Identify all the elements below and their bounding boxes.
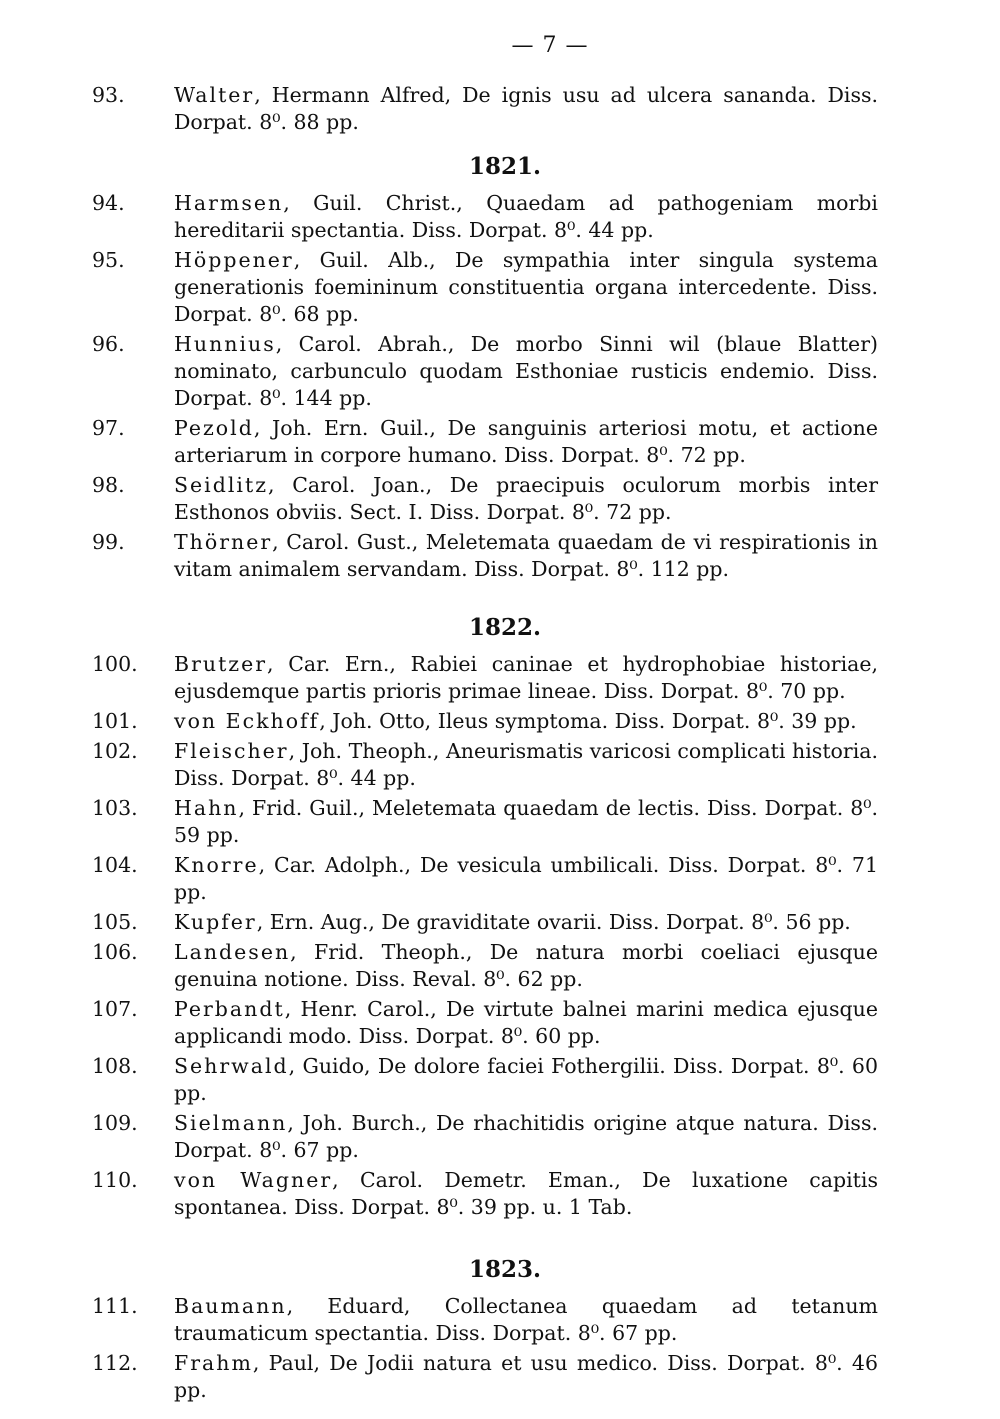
entry-text: , Hermann Alfred, De ignis usu ad ulcera sananda. Diss. Dorpat. 8⁰. 88 pp.: [174, 83, 878, 134]
entry-95: [92, 247, 878, 328]
entry-author: von Wagner: [174, 1168, 333, 1192]
year-heading-1822: 1822.: [468, 614, 542, 641]
entry-text: , Car. Adolph., De vesicula umbilicali. Diss. Dorpat. 8⁰. 71 pp.: [174, 853, 878, 904]
entry-96: [92, 331, 878, 412]
entry-104: [92, 852, 878, 906]
entry-101: [92, 708, 878, 735]
entry-author: Walter: [174, 83, 255, 107]
entry-text: , Frid. Guil., Meletemata quaedam de lectis. Diss. Dorpat. 8⁰. 59 pp.: [174, 796, 878, 847]
entry-number: 103.: [92, 796, 138, 820]
entry-number: 112.: [92, 1351, 138, 1375]
entry-text: , Guil. Alb., De sympathia inter singula systema generationis foemininum constituentia organa intercedente. Diss. Dorpat. 8⁰. 68 pp.: [174, 248, 878, 326]
section-1820: [92, 82, 878, 136]
entry-93: [92, 82, 878, 136]
entry-author: Höppener: [174, 248, 294, 272]
entry-number: 109.: [92, 1111, 138, 1135]
entry-number: 99.: [92, 530, 125, 554]
entry-99: [92, 529, 878, 583]
entry-text: , Henr. Carol., De virtute balnei marini medica ejusque applicandi modo. Diss. Dorpat. 8⁰. 60 pp.: [174, 997, 878, 1048]
year-heading-1821: 1821.: [468, 153, 542, 180]
entry-108: [92, 1053, 878, 1107]
year-heading-1823: 1823.: [468, 1256, 542, 1283]
entry-number: 104.: [92, 853, 138, 877]
page-number: — 7 —: [511, 33, 589, 58]
entry-author: Landesen: [174, 940, 291, 964]
entry-author: von Eckhoff: [174, 709, 320, 733]
entry-number: 111.: [92, 1294, 138, 1318]
entry-110: [92, 1167, 878, 1221]
entry-number: 102.: [92, 739, 138, 763]
entry-100: [92, 651, 878, 705]
entry-author: Pezold: [174, 416, 254, 440]
entry-author: Hunnius: [174, 332, 276, 356]
entry-112: [92, 1350, 878, 1404]
entry-author: Brutzer: [174, 652, 268, 676]
entry-111: [92, 1293, 878, 1347]
entry-text: , Frid. Theoph., De natura morbi coeliaci ejusque genuina notione. Diss. Reval. 8⁰. 62 pp.: [174, 940, 878, 991]
entry-97: [92, 415, 878, 469]
entry-text: , Eduard, Collectanea quaedam ad tetanum traumaticum spectantia. Diss. Dorpat. 8⁰. 67 pp.: [174, 1294, 878, 1345]
entry-author: Perbandt: [174, 997, 285, 1021]
entry-text: , Joh. Burch., De rhachitidis origine atque natura. Diss. Dorpat. 8⁰. 67 pp.: [174, 1111, 878, 1162]
entry-text: , Guil. Christ., Quaedam ad pathogeniam morbi hereditarii spectantia. Diss. Dorpat. 8⁰. 44 pp.: [174, 191, 878, 242]
entry-text: , Guido, De dolore faciei Fothergilii. Diss. Dorpat. 8⁰. 60 pp.: [174, 1054, 878, 1105]
entry-author: Kupfer: [174, 910, 257, 934]
entry-number: 93.: [92, 83, 125, 107]
entry-number: 107.: [92, 997, 138, 1021]
entry-text: , Joh. Theoph., Aneurismatis varicosi complicati historia. Diss. Dorpat. 8⁰. 44 pp.: [174, 739, 878, 790]
entry-text: , Carol. Joan., De praecipuis oculorum morbis inter Esthonos obviis. Sect. I. Diss. Dorpat. 8⁰. 72 pp.: [174, 473, 878, 524]
entry-109: [92, 1110, 878, 1164]
section-1821: [92, 190, 878, 583]
entry-102: [92, 738, 878, 792]
section-1822: [92, 651, 878, 1221]
entry-author: Thörner: [174, 530, 273, 554]
entry-number: 97.: [92, 416, 125, 440]
entry-number: 110.: [92, 1168, 138, 1192]
entry-107: [92, 996, 878, 1050]
entry-author: Harmsen: [174, 191, 284, 215]
entry-number: 101.: [92, 709, 138, 733]
entry-text: , Joh. Otto, Ileus symptoma. Diss. Dorpat. 8⁰. 39 pp.: [319, 709, 857, 733]
entry-author: Hahn: [174, 796, 239, 820]
section-1823: [92, 1293, 878, 1404]
entry-number: 94.: [92, 191, 125, 215]
entry-number: 96.: [92, 332, 125, 356]
entry-number: 106.: [92, 940, 138, 964]
entry-author: Seidlitz: [174, 473, 269, 497]
entry-author: Fleischer: [174, 739, 289, 763]
entry-103: [92, 795, 878, 849]
entry-author: Baumann: [174, 1294, 287, 1318]
entry-author: Knorre: [174, 853, 259, 877]
entry-text: , Carol. Abrah., De morbo Sinni wil (blaue Blatter) nominato, carbunculo quodam Esthoniae rusticis endemio. Diss. Dorpat. 8⁰. 144 pp.: [174, 332, 878, 410]
entry-text: , Carol. Gust., Meletemata quaedam de vi respirationis in vitam animalem servandam. Diss. Dorpat. 8⁰. 112 pp.: [174, 530, 878, 581]
entry-author: Sielmann: [174, 1111, 288, 1135]
entry-94: [92, 190, 878, 244]
entry-number: 105.: [92, 910, 138, 934]
entry-text: , Ern. Aug., De graviditate ovarii. Diss. Dorpat. 8⁰. 56 pp.: [256, 910, 851, 934]
entry-number: 108.: [92, 1054, 138, 1078]
entry-text: , Joh. Ern. Guil., De sanguinis arteriosi motu, et actione arteriarum in corpore humano. Diss. Dorpat. 8⁰. 72 pp.: [174, 416, 878, 467]
entry-author: Sehrwald: [174, 1054, 289, 1078]
entry-106: [92, 939, 878, 993]
document-page: [92, 33, 878, 1402]
entry-number: 100.: [92, 652, 138, 676]
entry-number: 98.: [92, 473, 125, 497]
entry-98: [92, 472, 878, 526]
entry-text: , Paul, De Jodii natura et usu medico. Diss. Dorpat. 8⁰. 46 pp.: [174, 1351, 878, 1402]
entry-105: [92, 909, 878, 936]
entry-author: Frahm: [174, 1351, 253, 1375]
entry-text: , Car. Ern., Rabiei caninae et hydrophobiae historiae, ejusdemque partis prioris primae lineae. Diss. Dorpat. 8⁰. 70 pp.: [174, 652, 878, 703]
entry-number: 95.: [92, 248, 125, 272]
entry-text: , Carol. Demetr. Eman., De luxatione capitis spontanea. Diss. Dorpat. 8⁰. 39 pp. u. 1 Tab.: [174, 1168, 878, 1219]
